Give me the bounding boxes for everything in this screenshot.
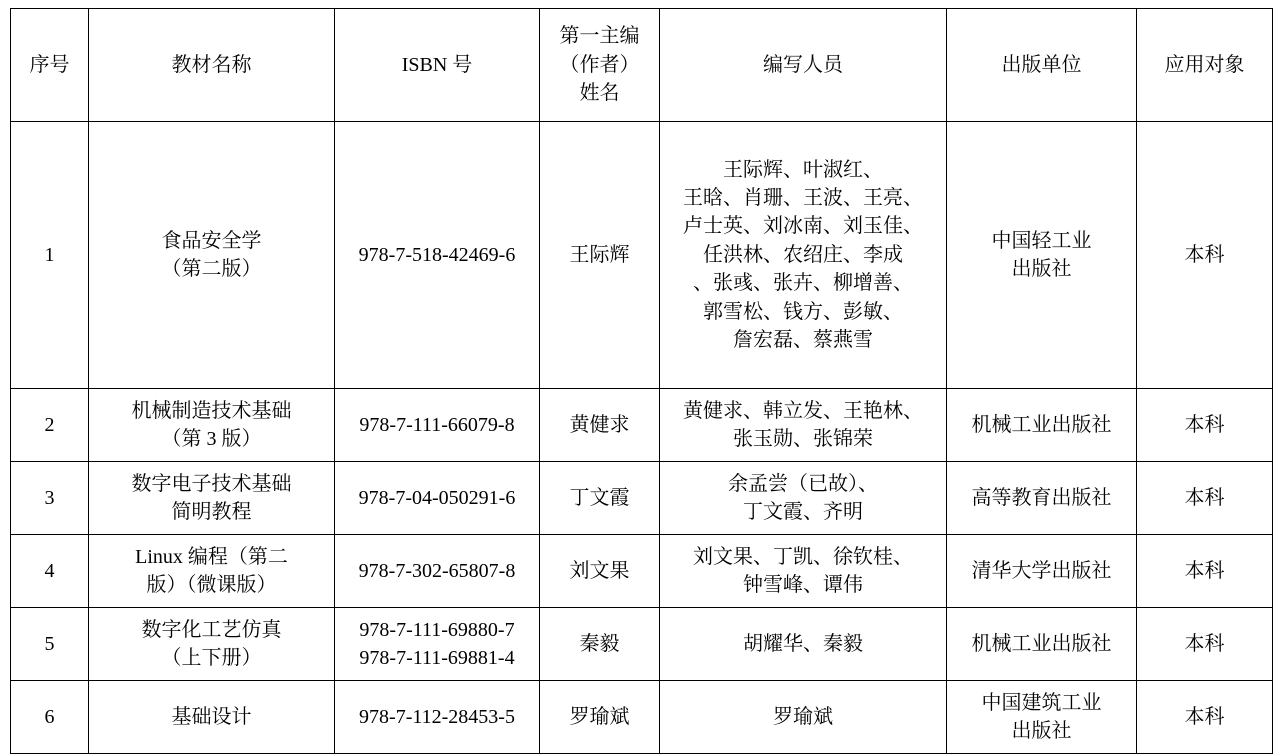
- cell-audience: [1137, 122, 1273, 389]
- cell-authors: [660, 122, 947, 389]
- cell-index: [11, 535, 89, 608]
- cell-authors-line-1: 胡耀华、秦毅: [743, 632, 863, 655]
- cell-authors-line-1: 黄健求、韩立发、王艳林、: [683, 399, 923, 422]
- table-row: [11, 608, 1273, 681]
- cell-editor-line-1: 秦毅: [579, 632, 620, 655]
- cell-title-line-1: 食品安全学: [161, 229, 262, 252]
- column-header-editor-line-1: 第一主编: [559, 25, 640, 48]
- cell-authors: [660, 462, 947, 535]
- cell-index: [11, 681, 89, 754]
- cell-publisher-line-1: 机械工业出版社: [971, 413, 1112, 436]
- cell-editor-line-1: 黄健求: [569, 413, 630, 436]
- cell-publisher: [947, 535, 1137, 608]
- cell-isbn: [335, 122, 540, 389]
- table-header-row: [11, 9, 1273, 122]
- column-header-index: [11, 9, 89, 122]
- cell-isbn-line-1: 978-7-302-65807-8: [358, 559, 516, 582]
- cell-title-line-1: 机械制造技术基础: [131, 399, 292, 422]
- cell-title-line-1: 基础设计: [171, 705, 252, 728]
- cell-index-text: 5: [44, 632, 55, 655]
- cell-isbn: [335, 462, 540, 535]
- cell-publisher-line-1: 中国轻工业: [991, 229, 1092, 252]
- cell-publisher: [947, 389, 1137, 462]
- cell-publisher: [947, 608, 1137, 681]
- cell-publisher: [947, 462, 1137, 535]
- cell-authors-line-2: 张玉勋、张锦荣: [733, 428, 873, 450]
- cell-authors: [660, 535, 947, 608]
- cell-publisher: [947, 122, 1137, 389]
- column-header-isbn: [335, 9, 540, 122]
- cell-authors-line-2: 丁文霞、齐明: [743, 501, 863, 523]
- cell-publisher-line-2: 出版社: [1011, 720, 1072, 742]
- cell-authors-line-6: 郭雪松、钱方、彭敏、: [703, 300, 903, 323]
- cell-publisher-line-1: 清华大学出版社: [971, 559, 1112, 582]
- cell-index-text: 6: [44, 705, 55, 728]
- cell-audience: [1137, 681, 1273, 754]
- cell-isbn-line-1: 978-7-04-050291-6: [358, 486, 516, 509]
- column-header-authors: [660, 9, 947, 122]
- column-header-authors-line: 编写人员: [763, 53, 843, 76]
- cell-isbn-line-2: 978-7-111-69881-4: [359, 647, 515, 669]
- cell-editor-line-1: 丁文霞: [569, 486, 630, 509]
- cell-title-line-2: 版）（微课版）: [146, 574, 277, 596]
- cell-audience-line-1: 本科: [1184, 486, 1225, 509]
- cell-authors-line-7: 詹宏磊、蔡燕雪: [733, 328, 873, 351]
- column-header-editor-line-3: 姓名: [579, 82, 620, 105]
- cell-authors-line-1: 王际辉、叶淑红、: [723, 158, 883, 181]
- table-row: [11, 462, 1273, 535]
- cell-authors-line-1: 罗瑜斌: [773, 705, 833, 728]
- column-header-title: [89, 9, 335, 122]
- cell-publisher-line-1: 中国建筑工业: [981, 691, 1102, 714]
- cell-audience-line-1: 本科: [1184, 243, 1225, 266]
- cell-title: [89, 122, 335, 389]
- cell-editor: [540, 681, 660, 754]
- cell-authors: [660, 681, 947, 754]
- column-header-isbn-line: ISBN 号: [401, 53, 473, 76]
- column-header-publisher-line: 出版单位: [1001, 53, 1082, 76]
- cell-editor: [540, 535, 660, 608]
- cell-audience-line-1: 本科: [1184, 413, 1225, 436]
- table-row: [11, 535, 1273, 608]
- cell-authors-line-1: 刘文果、丁凯、徐钦桂、: [693, 545, 913, 568]
- column-header-publisher: [947, 9, 1137, 122]
- cell-isbn: [335, 681, 540, 754]
- cell-editor: [540, 462, 660, 535]
- cell-editor: [540, 608, 660, 681]
- cell-isbn-line-1: 978-7-112-28453-5: [359, 705, 515, 728]
- cell-editor: [540, 122, 660, 389]
- cell-title-line-2: （上下册）: [161, 647, 262, 669]
- cell-title: [89, 608, 335, 681]
- cell-index-text: 1: [44, 243, 55, 266]
- cell-authors: [660, 608, 947, 681]
- column-header-editor: [540, 9, 660, 122]
- column-header-audience-line: 应用对象: [1164, 53, 1245, 76]
- cell-title: [89, 681, 335, 754]
- cell-editor-line-1: 王际辉: [569, 243, 630, 266]
- cell-index: [11, 389, 89, 462]
- cell-publisher-line-1: 机械工业出版社: [971, 632, 1112, 655]
- cell-audience: [1137, 608, 1273, 681]
- cell-audience: [1137, 462, 1273, 535]
- cell-authors-line-4: 任洪林、农绍庄、李成: [703, 243, 903, 266]
- cell-index: [11, 608, 89, 681]
- cell-authors-line-1: 余孟尝（已故）、: [728, 472, 878, 495]
- cell-title-line-2: 简明教程: [171, 501, 252, 523]
- cell-index-text: 2: [44, 413, 55, 436]
- cell-editor-line-1: 刘文果: [569, 559, 630, 582]
- cell-authors-line-2: 王晗、肖珊、王波、王亮、: [683, 187, 923, 210]
- cell-editor: [540, 389, 660, 462]
- cell-isbn-line-1: 978-7-518-42469-6: [358, 243, 516, 266]
- cell-title: [89, 462, 335, 535]
- table-header: [11, 9, 1273, 122]
- cell-index-text: 4: [44, 559, 55, 582]
- cell-isbn: [335, 389, 540, 462]
- cell-authors-line-2: 钟雪峰、谭伟: [743, 574, 863, 596]
- cell-publisher-line-2: 出版社: [1011, 258, 1072, 280]
- cell-publisher-line-1: 高等教育出版社: [971, 486, 1112, 509]
- cell-audience: [1137, 389, 1273, 462]
- table-body: [11, 122, 1273, 754]
- cell-audience-line-1: 本科: [1184, 632, 1225, 655]
- cell-title-line-1: Linux 编程（第二: [135, 545, 288, 568]
- column-header-index-line: 序号: [29, 53, 70, 76]
- cell-authors: [660, 389, 947, 462]
- cell-title: [89, 389, 335, 462]
- cell-title-line-1: 数字化工艺仿真: [141, 618, 282, 641]
- column-header-audience: [1137, 9, 1273, 122]
- cell-audience-line-1: 本科: [1184, 705, 1225, 728]
- cell-audience-line-1: 本科: [1184, 559, 1225, 582]
- textbook-table: [10, 8, 1273, 754]
- cell-isbn: [335, 608, 540, 681]
- cell-index-text: 3: [44, 486, 55, 509]
- column-header-editor-line-2: （作者）: [559, 53, 640, 76]
- table-row: [11, 389, 1273, 462]
- cell-isbn: [335, 535, 540, 608]
- table-row: [11, 122, 1273, 389]
- cell-isbn-line-1: 978-7-111-69880-7: [359, 618, 515, 641]
- cell-audience: [1137, 535, 1273, 608]
- column-header-title-line: 教材名称: [171, 53, 252, 76]
- cell-isbn-line-1: 978-7-111-66079-8: [359, 413, 515, 436]
- cell-title-line-2: （第 3 版）: [161, 428, 262, 450]
- cell-index: [11, 462, 89, 535]
- cell-index: [11, 122, 89, 389]
- cell-title-line-1: 数字电子技术基础: [131, 472, 292, 495]
- cell-authors-line-5: 、张彧、张卉、柳增善、: [693, 272, 913, 295]
- cell-publisher: [947, 681, 1137, 754]
- cell-title-line-2: （第二版）: [161, 258, 262, 280]
- cell-title: [89, 535, 335, 608]
- cell-authors-line-3: 卢士英、刘冰南、刘玉佳、: [683, 215, 923, 238]
- table-row: [11, 681, 1273, 754]
- cell-editor-line-1: 罗瑜斌: [569, 705, 630, 728]
